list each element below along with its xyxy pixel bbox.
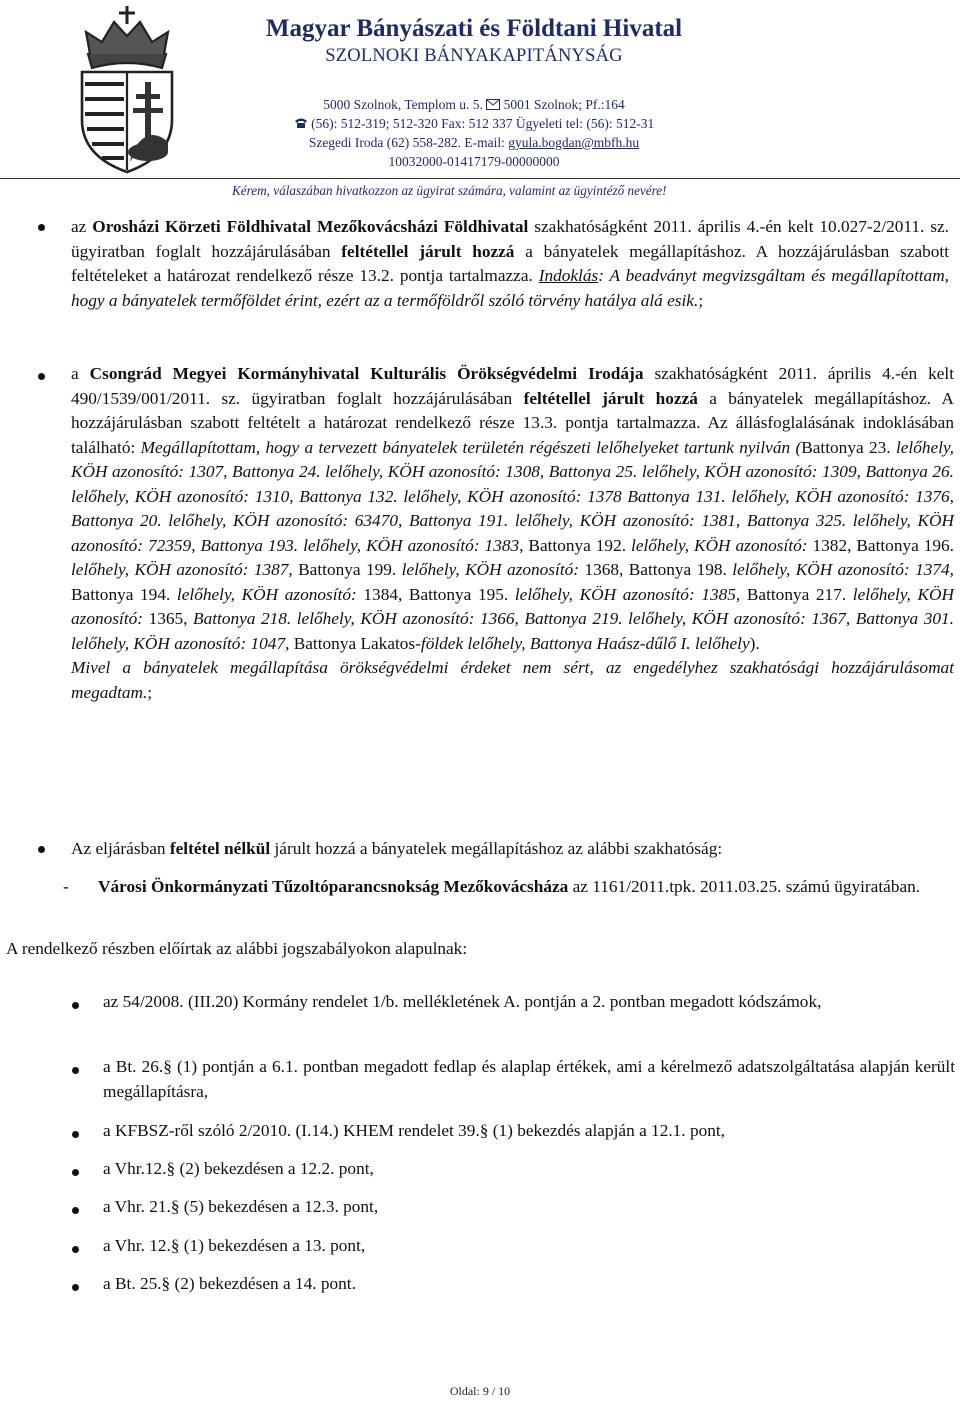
list-item: a Vhr. 12.§ (1) bekezdésen a 13. pont,: [103, 1236, 366, 1255]
list-item: a KFBSZ-ről szóló 2/2010. (I.14.) KHEM rendelet 39.§ (1) bekezdés alapján a 12.1. pont,: [103, 1121, 725, 1140]
reasoning-label: Indoklás: [538, 266, 599, 285]
text: Battonya Lakatos-: [293, 633, 421, 653]
paragraph-unconditional: [71, 837, 951, 862]
text: ;: [698, 290, 704, 310]
letterhead: [214, 14, 734, 171]
text: ;: [147, 682, 153, 702]
text: az 1161/2011.tpk. 2011.03.25. számú ügyiratában.: [568, 877, 921, 896]
authority-name: Városi Önkormányzati Tűzoltóparancsnokság Mezőkovácsháza: [98, 877, 569, 896]
finding-text: Megállapítottam, hogy a tervezett bányatelek területén régészeti lelőhelyeket tartunk nyilván (: [140, 437, 802, 457]
reasoning-text: : A beadványt megvizsgáltam és megállapítottam, hogy a bányatelek termőföldet érint, ezért az a termőföldről szóló törvény hatálya alá esik.: [71, 266, 949, 310]
phone-b: Szegedi Iroda (62) 558-282. E-mail:: [308, 135, 505, 150]
fire-brigade-item: [98, 875, 955, 900]
header-divider: [0, 178, 960, 179]
paragraph-orosaza: [71, 215, 949, 313]
text: járult hozzá a bányatelek megállapításhoz az alábbi szakhatóság:: [270, 839, 723, 858]
bullet-icon: [38, 224, 45, 231]
finding-text: lelőhely, KÖH azonosító:: [71, 584, 954, 628]
text: a: [71, 364, 90, 383]
legal-basis-intro: A rendelkező részben előírtak az alábbi jogszabályokon alapulnak:: [6, 939, 468, 958]
finding-text: Battonya 218. lelőhely, KÖH azonosító: 1366, Battonya 219. lelőhely, KÖH azonosító: 1367, Battonya 301. lelőhely, KÖH azonosító: 1047,: [71, 609, 954, 653]
list-item: a Bt. 25.§ (2) bekezdésen a 14. pont.: [103, 1274, 356, 1293]
office-line: [214, 133, 734, 152]
paragraph-csongrad: [71, 362, 954, 705]
text: a bányatelek megállapításhoz. A hozzájárulásban szabott feltételeket a határozat rendelkező része 13.2. pontja tartalmazza.: [71, 241, 950, 285]
list-item: az 54/2008. (III.20) Kormány rendelet 1/b. mellékletének A. pontján a 2. pontban megadott kódszámok,: [103, 992, 822, 1011]
bullet-icon: [72, 1002, 79, 1009]
bullet-icon: [72, 1207, 79, 1214]
finding-text: lelőhely, KÖH azonosító: 1385,: [514, 584, 747, 604]
list-item: a Vhr. 21.§ (5) bekezdésen a 12.3. pont,: [103, 1197, 379, 1216]
text: 1368, Battonya 198.: [584, 560, 733, 579]
text: szakhatóságként 2011. április 4.-én kelt 490/1539/001/2011. sz. ügyiratban foglalt hozzájárulásában: [71, 364, 954, 408]
page-number: Oldal: 9 / 10: [449, 1384, 511, 1398]
text: 1384, Battonya 195.: [363, 584, 515, 604]
bullet-icon: [72, 1284, 79, 1291]
text: az: [71, 217, 93, 236]
text: szakhatóságként 2011. április 4.-én kelt 10.027-2/2011. sz. ügyiratban foglalt hozzájárulásában: [71, 217, 949, 261]
text: Battonya 23.: [801, 437, 896, 457]
finding-text: lelőhely, KÖH azonosító:: [401, 560, 585, 579]
finding-text: lelőhely, KÖH azonosító: 1374,: [732, 560, 954, 579]
emphasis: feltétellel járult hozzá: [341, 241, 515, 261]
text: a bányatelek megállapításhoz. A hozzájárulásban szabott feltételt a határozat rendelkező része 13.3. pontja tartalmazza. Az állásfoglalásának indoklásában található:: [71, 388, 954, 457]
authority-name: Csongrád Megyei Kormányhivatal Kulturális Örökségvédelmi Irodája: [89, 364, 644, 383]
email-link[interactable]: gyula.bogdan@mbfh.hu: [508, 135, 640, 150]
envelope-icon: [486, 99, 500, 110]
emphasis: feltétellel járult hozzá: [523, 388, 698, 408]
phone-line: [214, 114, 734, 133]
bullet-icon: [72, 1067, 79, 1074]
org-name: Magyar Bányászati és Földtani Hivatal: [265, 15, 683, 42]
finding-text: lelőhely, KÖH azonosító: 1387,: [71, 560, 299, 579]
address-b: 5001 Szolnok; Pf.:164: [503, 97, 625, 112]
authority-name: Orosházi Körzeti Földhivatal Mezőkovácsházi Földhivatal: [92, 217, 529, 236]
list-item: a Bt. 26.§ (1) pontján a 6.1. pontban megadott fedlap és alaplap értékek, ami a kérelmező adatszolgáltatása alapján került megállapításra,: [103, 1057, 955, 1101]
bullet-icon: [72, 1169, 79, 1176]
text: 1365,: [148, 609, 194, 628]
text: Battonya 199.: [298, 560, 402, 579]
reference-note: Kérem, válaszában hivatkozzon az ügyirat számára, valamint az ügyintéző nevére!: [232, 183, 667, 198]
dash-marker: -: [63, 877, 69, 896]
text: Az eljárásban: [71, 839, 170, 858]
address-a: 5000 Szolnok, Templom u. 5.: [323, 97, 483, 112]
account-number: 10032000-01417179-00000000: [388, 154, 560, 169]
finding-text: lelőhely, KÖH azonosító: 1307, Battonya 24. lelőhely, KÖH azonosító: 1308, Battonya 25. lelőhely, KÖH azonosító: 1309, Battonya 26. lelőhely, KÖH azonosító: 1310, Battonya 132. lelőhely, KÖH azonosító: 1378 Battonya 131. lelőhely, KÖH azonosító: 1376, Battonya 20. lelőhely, KÖH azonosító: 63470, Battonya 191. lelőhely, KÖH azonosító: 1381, Battonya 325. lelőhely, KÖH azonosító: 72359, Battonya 193. lelőhely, KÖH azonosító: 1383,: [71, 437, 954, 555]
text: Battonya 194.: [71, 584, 177, 604]
text: Battonya 192.: [528, 535, 632, 555]
finding-text: lelőhely, KÖH azonosító:: [176, 584, 364, 604]
text: Battonya 217.: [746, 584, 853, 604]
text: ).: [749, 633, 760, 653]
bullet-icon: [38, 373, 45, 380]
org-unit: SZOLNOKI BÁNYAKAPITÁNYSÁG: [325, 46, 623, 66]
bullet-icon: [72, 1131, 79, 1138]
phone-icon: [294, 117, 308, 129]
address-line: [214, 95, 734, 114]
coat-of-arms-icon: [68, 2, 186, 174]
bullet-icon: [38, 846, 45, 853]
emphasis: feltétel nélkül: [169, 839, 271, 858]
text: 1382, Battonya 196.: [812, 535, 954, 555]
finding-text: lelőhely, KÖH azonosító:: [631, 535, 813, 555]
conclusion-text: Mivel a bányatelek megállapítása örökségvédelmi érdeket nem sért, az engedélyhez szakhatósági hozzájárulásomat megadtam.: [71, 658, 954, 702]
list-item: a Vhr.12.§ (2) bekezdésen a 12.2. pont,: [103, 1159, 374, 1178]
phone-a: (56): 512-319; 512-320 Fax: 512 337 Ügyeleti tel: (56): 512-31: [311, 116, 655, 131]
finding-text: földek lelőhely, Battonya Haász-dűlő I. lelőhely: [420, 633, 750, 653]
bullet-icon: [72, 1246, 79, 1253]
